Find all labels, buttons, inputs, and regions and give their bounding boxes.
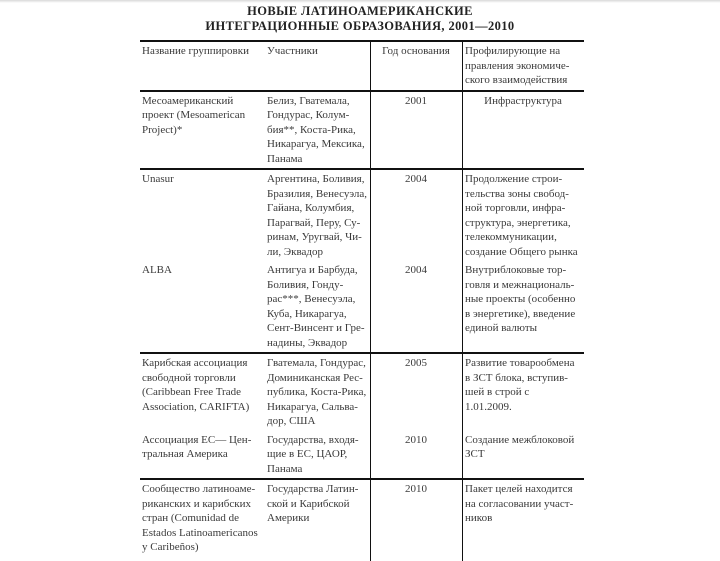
integration-table	[140, 40, 584, 561]
cell-members: Гватемала, Гондурас, Доминиканская Рес- публика, Коста-Рика, Никарагуа, Сальва- дор, США	[265, 353, 371, 431]
cell-year: 2010	[371, 479, 463, 561]
table-row	[140, 169, 584, 261]
table-row	[140, 479, 584, 561]
cell-name: Месоамериканский проект (Mesoamerican Project)*	[140, 91, 265, 170]
document-title-line-1: НОВЫЕ ЛАТИНОАМЕРИКАНСКИЕ	[247, 4, 473, 18]
cell-focus: Продолжение строи- тельства зоны свобод- ной торговли, инфра- структура, энергетика, телекоммуникации, создание Общего рынка	[463, 169, 585, 261]
cell-year: 2010	[371, 431, 463, 480]
document-title-line-2: ИНТЕГРАЦИОННЫЕ ОБРАЗОВАНИЯ, 2001—2010	[205, 19, 515, 33]
table-row	[140, 261, 584, 353]
cell-focus: Создание межблоковой ЗСТ	[463, 431, 585, 480]
cell-focus: Развитие товарообмена в ЗСТ блока, вступив- шей в строй с 1.01.2009.	[463, 353, 585, 431]
table-row	[140, 353, 584, 431]
header-members: Участники	[265, 41, 371, 91]
cell-year: 2004	[371, 261, 463, 353]
header-focus: Профилирующие на правления экономиче- ского взаимодействия	[463, 41, 585, 91]
cell-members: Государства, входя- щие в ЕС, ЦАОР, Панама	[267, 433, 359, 475]
cell-name: Карибская ассоциация свободной торговли (Caribbean Free Trade Association, CARIFTA)	[140, 353, 265, 431]
cell-year: 2001	[371, 91, 463, 170]
cell-focus: Внутриблоковые тор- говля и межнациональ- ные проекты (особенно в энергетике), введение единой валюты	[463, 261, 585, 353]
cell-name: ALBA	[142, 264, 172, 276]
header-name: Название группировки	[140, 41, 265, 91]
cell-members: Антигуа и Барбуда, Боливия, Гонду- рас***, Венесуэла, Куба, Никарагуа, Сент-Винсент и Гре- надины, Эквадор	[267, 264, 365, 349]
cell-name: Сообщество латиноаме- риканских и карибских стран (Comunidad de Estados Latinoamericanos y Caribeños)	[140, 479, 265, 561]
table-row	[140, 431, 584, 480]
cell-members: Аргентина, Боливия, Бразилия, Венесуэла, Гайана, Колумбия, Парагвай, Перу, Су- ринам, Уругвай, Чи- ли, Эквадор	[265, 169, 371, 261]
table-header-row	[140, 41, 584, 91]
cell-year: 2005	[371, 353, 463, 431]
cell-year: 2004	[371, 169, 463, 261]
cell-members: Государства Латин- ской и Карибской Америки	[265, 479, 371, 561]
cell-name: Ассоциация ЕС— Цен- тральная Америка	[142, 433, 252, 460]
page-top-edge	[0, 0, 720, 3]
cell-name: Unasur	[140, 169, 265, 261]
table-row	[140, 91, 584, 170]
header-year: Год основания	[371, 41, 463, 91]
cell-focus: Пакет целей находится на согласовании участ- ников	[463, 479, 585, 561]
cell-focus: Инфраструктура	[463, 91, 585, 170]
cell-members: Белиз, Гватемала, Гондурас, Колум- бия**, Коста-Рика, Никарагуа, Мексика, Панама	[265, 91, 371, 170]
